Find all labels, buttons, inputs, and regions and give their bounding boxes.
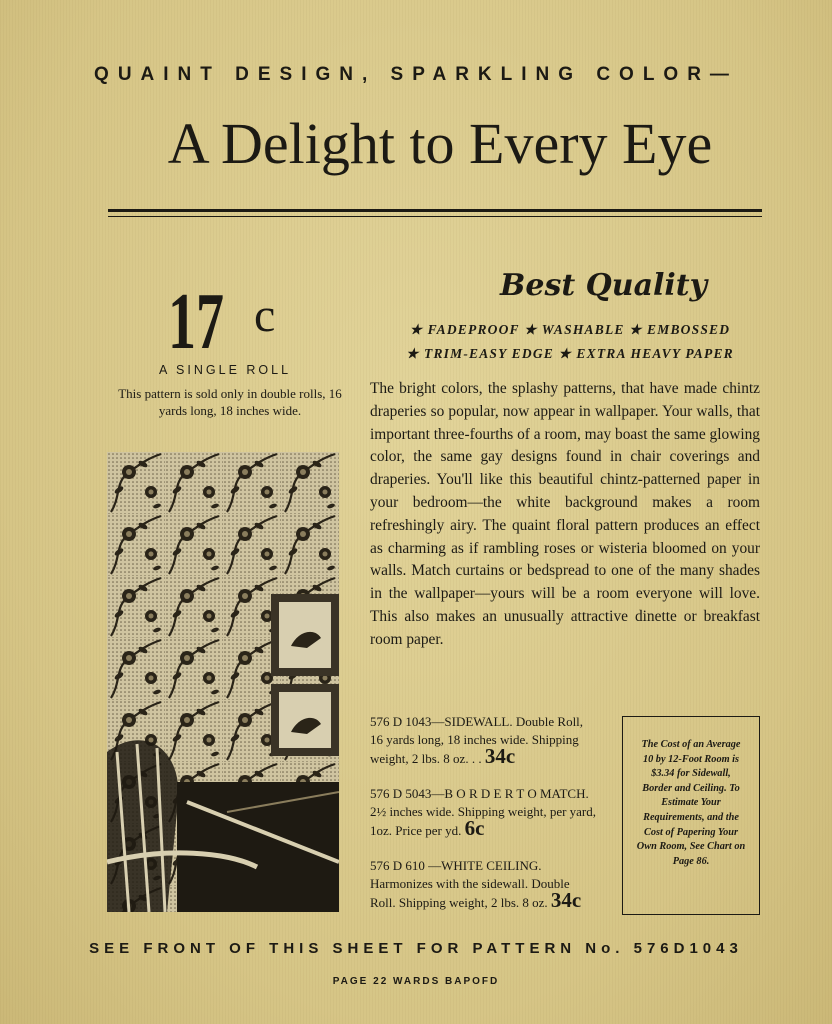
price-label: A SINGLE ROLL — [158, 363, 292, 377]
item-text: 576 D 610 —WHITE CEILING. Harmonizes with the sidewall. Double Roll. Shipping weight, 2 lbs. 8 oz. — [370, 858, 570, 910]
description-paragraph: The bright colors, the splashy patterns, that have made chintz draperies so popular, now appear in wallpaper. Your walls, that important three-fourths of a room, may boast the same glowing color, the same gay designs found in chair coverings and draperies. You'll like this beautiful chintz-patterned paper in your bedroom—the white background makes a room refreshingly airy. The quaint floral pattern produces an effect as charming as if rambling roses or wisteria bloomed on your walls. Match curtains or bedspread to one of the many shades in the wallpaper—yours will be a room everyone will love. This also makes an unusually attractive dinette or breakfast room paper. — [370, 380, 760, 648]
catalog-item-border — [370, 785, 596, 840]
catalog-item-ceiling — [370, 857, 596, 912]
catalog-item-sidewall — [370, 713, 596, 768]
features-line-1: ★ FADEPROOF ★ WASHABLE ★ EMBOSSED — [409, 322, 731, 337]
price-unit: c — [254, 289, 276, 342]
page-title: A Delight to Every Eye — [167, 111, 713, 176]
item-text: 576 D 1043—SIDEWALL. Double Roll, 16 yards long, 18 inches wide. Shipping weight, 2 lbs. 8 oz. . . — [370, 714, 584, 766]
wallpaper-room-photo — [107, 452, 339, 912]
framed-bird-picture — [271, 594, 339, 676]
features-line-2: ★ TRIM-EASY EDGE ★ EXTRA HEAVY PAPER — [406, 346, 734, 361]
cost-info-text: The Cost of an Average 10 by 12-Foot Room is $3.34 for Sidewall, Border and Ceiling. To Estimate Your Requirements, and the Cost of Papering Your Own Room, See Chart on Page 86. — [636, 739, 746, 867]
item-price: 6c — [464, 816, 485, 840]
pattern-reference-footer: SEE FRONT OF THIS SHEET FOR PATTERN No. 576D1043 — [89, 940, 743, 957]
best-quality-logo: Best Quality — [500, 268, 708, 303]
divider-thick — [108, 209, 762, 212]
item-price: 34c — [484, 744, 516, 768]
price-amount: 17 — [168, 278, 224, 366]
framed-bird-picture — [271, 684, 339, 756]
item-price: 34c — [550, 888, 582, 912]
price-note: This pattern is sold only in double rolls, 16 yards long, 18 inches wide. — [118, 386, 342, 418]
page-number-footer: PAGE 22 WARDS BAPOFD — [332, 976, 500, 987]
divider-thin — [108, 216, 762, 217]
item-text: 576 D 5043—B O R D E R T O MATCH. 2½ inches wide. Shipping weight, per yard, 1oz. Price per yd. — [370, 786, 597, 838]
kicker-heading: QUAINT DESIGN, SPARKLING COLOR— — [94, 64, 738, 85]
